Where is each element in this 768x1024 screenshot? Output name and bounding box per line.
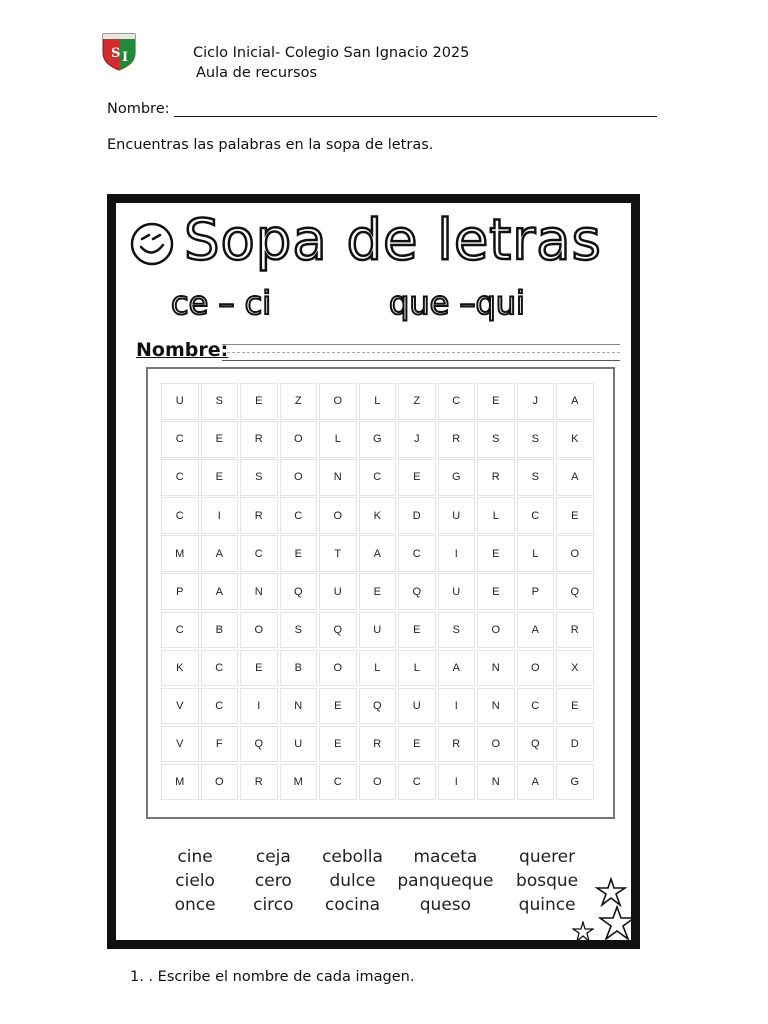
grid-cell[interactable]: M [161,764,199,801]
word-list-item: dulce [329,871,376,891]
grid-cell[interactable]: E [477,535,515,572]
grid-cell[interactable]: E [319,726,357,763]
word-list [156,845,596,917]
grid-cell[interactable]: E [240,383,278,420]
grid-cell[interactable]: R [438,421,476,458]
grid-cell[interactable]: I [438,535,476,572]
grid-cell[interactable]: A [201,573,239,610]
grid-cell[interactable]: E [398,612,436,649]
grid-cell[interactable]: R [477,459,515,496]
grid-cell[interactable]: L [517,535,555,572]
word-list-item: cocina [325,895,381,915]
grid-cell[interactable]: E [280,535,318,572]
grid-cell[interactable]: I [438,688,476,725]
grid-cell[interactable]: C [398,535,436,572]
grid-cell[interactable]: U [359,612,397,649]
grid-cell[interactable]: E [556,497,594,534]
grid-cell[interactable]: Q [556,573,594,610]
grid-cell[interactable]: X [556,650,594,687]
instruction-text: Encuentras las palabras en la sopa de letras. [107,137,434,153]
grid-cell[interactable]: C [161,459,199,496]
grid-cell[interactable]: C [517,688,555,725]
grid-cell[interactable]: U [280,726,318,763]
grid-cell[interactable]: O [280,421,318,458]
grid-cell[interactable]: S [240,459,278,496]
grid-cell[interactable]: E [477,383,515,420]
grid-cell[interactable]: L [398,650,436,687]
grid-cell[interactable]: O [319,383,357,420]
grid-cell[interactable]: Q [517,726,555,763]
grid-cell[interactable]: C [161,421,199,458]
grid-cell[interactable]: I [438,764,476,801]
word-list-item: once [174,895,216,915]
grid-cell[interactable]: R [556,612,594,649]
word-list-row [156,869,596,893]
name-blank-line[interactable] [174,100,658,117]
grid-cell[interactable]: G [359,421,397,458]
grid-cell[interactable]: N [240,573,278,610]
grid-cell[interactable]: E [477,573,515,610]
star-icon [594,877,628,907]
grid-cell[interactable]: C [201,650,239,687]
word-list-item: maceta [413,847,478,867]
word-list-item: cielo [175,871,215,891]
grid-cell[interactable]: O [201,764,239,801]
word-list-item: querer [519,847,576,867]
grid-cell[interactable]: E [556,688,594,725]
worksheet-title: Sopa de letras [184,208,602,273]
grid-cell[interactable]: L [359,383,397,420]
grid-cell[interactable]: R [240,764,278,801]
grid-cell[interactable]: R [240,421,278,458]
grid-cell[interactable]: E [398,459,436,496]
grid-cell[interactable]: I [201,497,239,534]
grid-cell[interactable]: C [517,497,555,534]
word-list-row [156,845,596,869]
grid-cell[interactable]: U [438,497,476,534]
grid-cell[interactable]: C [240,535,278,572]
word-list-item: ceja [255,847,291,867]
grid-cell[interactable]: R [359,726,397,763]
grid-cell[interactable]: C [161,612,199,649]
grid-cell[interactable]: U [438,573,476,610]
grid-cell[interactable]: M [280,764,318,801]
star-icon [598,905,636,941]
grid-cell[interactable]: M [161,535,199,572]
grid-cell[interactable]: Z [280,383,318,420]
grid-cell[interactable]: P [161,573,199,610]
star-icon [572,921,594,943]
grid-cell[interactable]: Q [398,573,436,610]
grid-cell[interactable]: Q [280,573,318,610]
grid-cell[interactable]: G [438,459,476,496]
grid-cell[interactable]: O [477,612,515,649]
grid-cell[interactable]: C [359,459,397,496]
word-list-item: quince [518,895,576,915]
header-subtitle: Aula de recursos [196,65,318,81]
grid-cell[interactable]: C [398,764,436,801]
grid-cell[interactable]: T [319,535,357,572]
word-list-item: cebolla [322,847,383,867]
grid-cell[interactable]: E [201,421,239,458]
grid-cell[interactable]: N [319,459,357,496]
word-list-item: cero [254,871,292,891]
grid-cell[interactable]: K [359,497,397,534]
grid-cell[interactable]: G [556,764,594,801]
grid-cell[interactable]: L [359,650,397,687]
logo-letter-s: S [111,46,121,61]
grid-cell[interactable]: A [517,612,555,649]
grid-cell[interactable]: O [359,764,397,801]
exercise-item-1 [130,969,414,985]
word-list-item: panqueque [397,871,494,891]
grid-cell[interactable]: E [359,573,397,610]
grid-cell[interactable]: E [319,688,357,725]
name-label: Nombre: [107,101,170,117]
grid-cell[interactable]: K [556,421,594,458]
grid-cell[interactable]: C [201,688,239,725]
worksheet-subtitle-que-qui: que –qui [389,284,525,322]
grid-cell[interactable]: C [280,497,318,534]
grid-cell[interactable]: Q [319,612,357,649]
word-list-row [156,893,596,917]
grid-cell[interactable]: P [517,573,555,610]
grid-cell[interactable]: C [161,497,199,534]
grid-cell[interactable]: J [517,383,555,420]
grid-cell[interactable]: I [240,688,278,725]
grid-cell[interactable]: A [556,459,594,496]
item-number: 1. [130,969,144,985]
grid-cell[interactable]: Q [359,688,397,725]
header-title: Ciclo Inicial- Colegio San Ignacio 2025 [193,45,470,61]
grid-cell[interactable]: S [477,421,515,458]
grid-cell[interactable]: N [477,688,515,725]
item-text: . Escribe el nombre de cada imagen. [148,969,415,985]
name-guide-line-bottom[interactable] [222,360,620,361]
grid-cell[interactable]: N [477,764,515,801]
grid-cell[interactable]: V [161,688,199,725]
grid-cell[interactable]: A [438,650,476,687]
smiley-icon [129,221,175,267]
grid-cell[interactable]: F [201,726,239,763]
grid-cell[interactable]: A [359,535,397,572]
grid-cell[interactable]: A [201,535,239,572]
grid-cell[interactable]: E [240,650,278,687]
name-guide-line-middle [222,352,620,353]
word-list-item: cine [177,847,213,867]
word-list-item: queso [419,895,472,915]
word-list-item: bosque [516,871,579,891]
grid-cell[interactable]: N [280,688,318,725]
grid-cell[interactable]: U [319,573,357,610]
grid-cell[interactable]: O [319,497,357,534]
grid-cell[interactable]: O [517,650,555,687]
letter-grid [161,383,594,800]
grid-cell[interactable]: D [556,726,594,763]
grid-cell[interactable]: O [280,459,318,496]
grid-cell[interactable]: S [517,421,555,458]
grid-cell[interactable]: O [240,612,278,649]
grid-cell[interactable]: E [201,459,239,496]
grid-cell[interactable]: L [477,497,515,534]
letter-grid-frame [146,367,615,819]
grid-cell[interactable]: S [517,459,555,496]
grid-cell[interactable]: S [280,612,318,649]
grid-cell[interactable]: O [319,650,357,687]
grid-cell[interactable]: K [161,650,199,687]
name-guide-line-top [222,344,620,345]
worksheet-subtitle-ce-ci: ce – ci [171,284,272,322]
grid-cell[interactable]: A [556,383,594,420]
school-logo-shield [101,31,137,71]
grid-cell[interactable]: D [398,497,436,534]
word-list-item: circo [253,895,294,915]
grid-cell[interactable]: R [438,726,476,763]
grid-cell[interactable]: S [438,612,476,649]
grid-cell[interactable]: S [201,383,239,420]
grid-cell[interactable]: J [398,421,436,458]
grid-cell[interactable]: V [161,726,199,763]
grid-cell[interactable]: Z [398,383,436,420]
grid-cell[interactable]: C [438,383,476,420]
grid-cell[interactable]: O [556,535,594,572]
grid-cell[interactable]: N [477,650,515,687]
grid-cell[interactable]: E [398,726,436,763]
grid-cell[interactable]: U [398,688,436,725]
grid-cell[interactable]: A [517,764,555,801]
student-name-row [107,100,657,117]
worksheet-name-field [136,341,620,363]
grid-cell[interactable]: O [477,726,515,763]
grid-cell[interactable]: Q [240,726,278,763]
logo-letter-i: I [122,50,129,65]
grid-cell[interactable]: B [201,612,239,649]
grid-cell[interactable]: U [161,383,199,420]
worksheet-name-label: Nombre: [136,339,229,361]
grid-cell[interactable]: L [319,421,357,458]
grid-cell[interactable]: R [240,497,278,534]
word-search-worksheet [107,194,640,949]
grid-cell[interactable]: C [319,764,357,801]
grid-cell[interactable]: B [280,650,318,687]
